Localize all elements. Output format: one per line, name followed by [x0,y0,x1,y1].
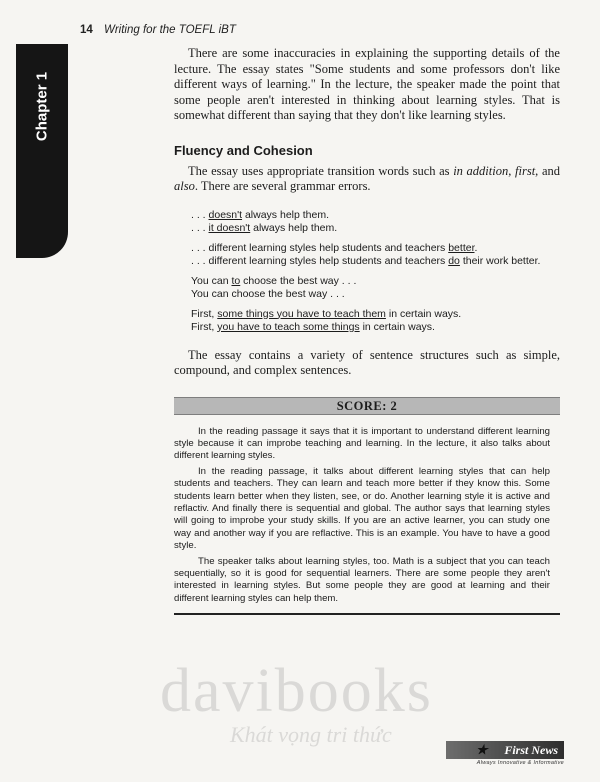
essay-paragraph: In the reading passage it says that it is important to understand different learning style because it can improbe teaching and learning. In the lecture, it also talks about different learning styles. [174,425,550,462]
example-pair [191,242,560,268]
essay-paragraph: In the reading passage, it talks about different learning styles that can help students and teachers. They can learn and teach more better if they know this. Some students learn better when they listen, see, or do. Another learning style it is active and reflactiv. And finally there is sequential and global. The author says that learning styles will going to improbe your study skills. If you are an active learner, you can study one way and another way if you are reflactive. This is an example. You have to have a good style. [174,465,550,552]
sample-essay [174,426,560,606]
example-corrected: You can choose the best way . . . [191,287,345,300]
score-banner: SCORE: 2 [174,397,560,415]
running-title: Writing for the TOEFL iBT [104,24,236,36]
watermark-brand: davibooks [160,657,433,725]
running-header [80,24,236,36]
chapter-label: Chapter 1 [33,71,51,142]
example-original: . . . doesn't always help them. [191,208,330,221]
example-corrected: . . . it doesn't always help them. [191,221,338,234]
publisher-name: First News [504,743,558,757]
structures-paragraph: The essay contains a variety of sentence structures such as simple, compound, and complex sentences. [174,347,560,377]
intro-paragraph: There are some inaccuracies in explaining the supporting details of the lecture. The essay states "Some students and some professors don't like different ways of learning." In the lecture, the speaker made the point that some people aren't interested in thinking about learning styles. That is somewhat different than saying that they don't like learning styles. [174,46,560,122]
transition-word: in addition [453,163,509,178]
example-pair [191,275,560,301]
essay-paragraph: The speaker talks about learning styles, too. Math is a subject that you can teach sequentially, so it is good for sequential learners. There are some people they aren't interested in learning styles. But some people they are good at learning and their different learning styles can help them. [174,555,550,604]
transitions-paragraph: The essay uses appropriate transition words such as in addition, first, and also. There are several grammar errors. [174,163,560,193]
star-icon: ★ [476,742,488,757]
publisher-logo [446,741,564,766]
chapter-tab [16,44,68,258]
example-original: First, some things you have to teach them in certain ways. [191,307,462,320]
example-pair [191,308,560,334]
example-original: . . . different learning styles help students and teachers better. [191,241,478,254]
example-corrected: . . . different learning styles help students and teachers do their work better. [191,254,541,267]
watermark [160,657,480,748]
example-original: You can to choose the best way . . . [191,274,357,287]
example-pair [191,209,560,235]
watermark-slogan: Khát vọng tri thức [230,722,392,747]
section-divider [174,613,560,615]
section-heading: Fluency and Cohesion [174,142,313,158]
grammar-examples [191,209,560,334]
page-content [174,46,560,615]
transition-word: first [515,163,536,178]
page-number: 14 [80,24,93,36]
example-corrected: First, you have to teach some things in certain ways. [191,320,435,333]
transition-word: also [174,179,195,193]
publisher-tagline: Always Innovative & Informative [476,760,564,766]
